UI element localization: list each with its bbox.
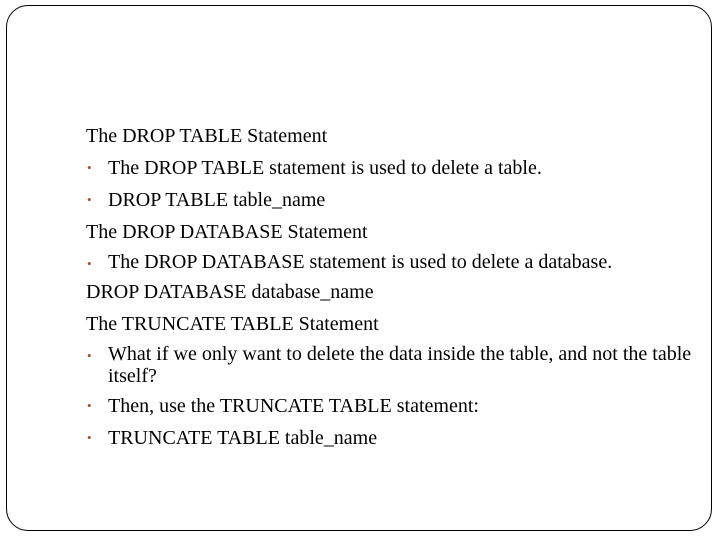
- bullet-item-truncate-instruction: [86, 393, 706, 419]
- bullet-icon: •: [87, 256, 92, 271]
- bullet-text: The DROP TABLE statement is used to delete a table.: [108, 157, 542, 179]
- bullet-icon: •: [87, 348, 92, 363]
- drop-database-heading-text: The DROP DATABASE Statement: [86, 221, 368, 243]
- bullet-item-drop-table-description: [86, 155, 706, 181]
- bullet-text: TRUNCATE TABLE table_name: [108, 427, 378, 449]
- bullet-text: What if we only want to delete the data inside the table, and not the table itself?: [108, 343, 692, 387]
- bullet-text: DROP TABLE table_name: [108, 189, 326, 211]
- bullet-text: Then, use the TRUNCATE TABLE statement:: [108, 395, 479, 417]
- bullet-icon: •: [87, 430, 92, 445]
- bullet-item-drop-database-description: [86, 251, 706, 273]
- slide-frame: [6, 5, 712, 531]
- drop-table-heading-text: The DROP TABLE Statement: [86, 125, 328, 147]
- bullet-item-truncate-syntax: [86, 425, 706, 451]
- slide-body: [86, 123, 706, 457]
- drop-database-syntax: [86, 279, 706, 305]
- bullet-item-truncate-question: [86, 343, 706, 387]
- drop-table-heading: [86, 123, 706, 149]
- bullet-icon: •: [87, 192, 92, 207]
- bullet-icon: •: [87, 160, 92, 175]
- bullet-item-drop-table-syntax: [86, 187, 706, 213]
- bullet-icon: •: [87, 398, 92, 413]
- truncate-table-heading: [86, 311, 706, 337]
- drop-database-syntax-text: DROP DATABASE database_name: [86, 281, 374, 303]
- drop-database-heading: [86, 219, 706, 245]
- truncate-table-heading-text: The TRUNCATE TABLE Statement: [86, 313, 379, 335]
- bullet-text: The DROP DATABASE statement is used to delete a database.: [108, 251, 613, 273]
